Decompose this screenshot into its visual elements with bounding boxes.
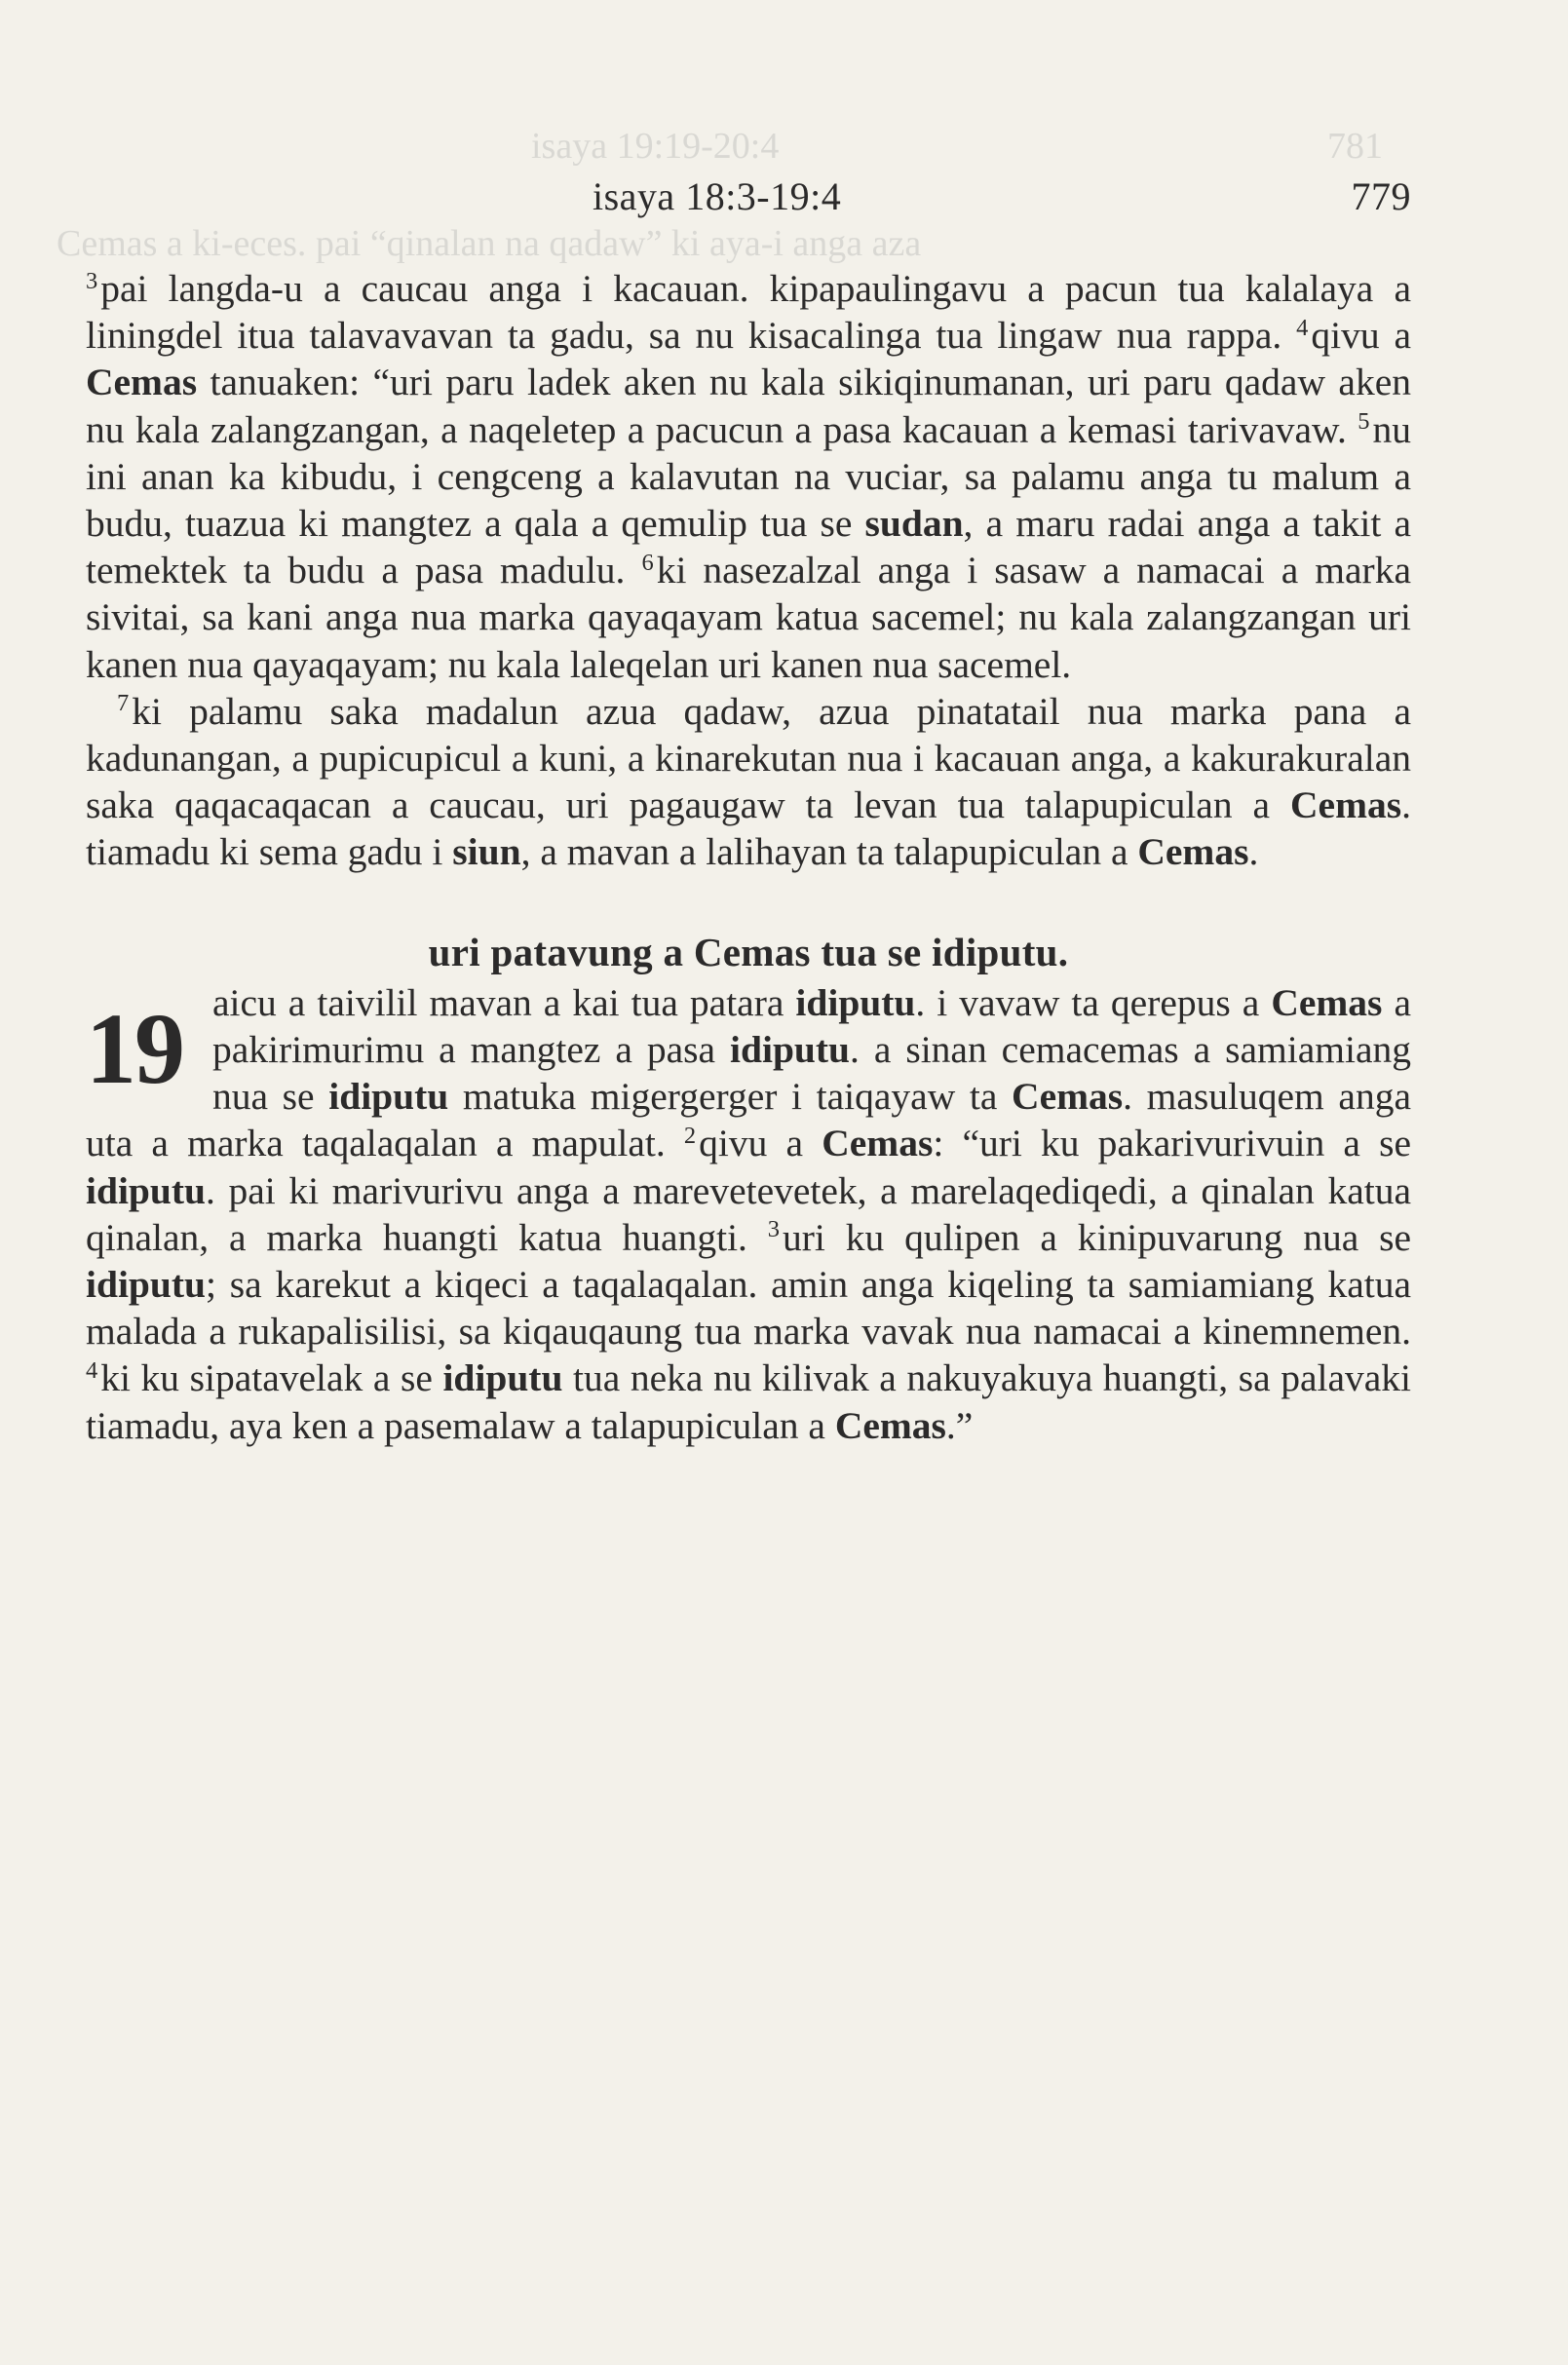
text-run-bold: siun <box>452 830 521 874</box>
ghost-header: isaya 19:19-20:4 <box>531 126 780 167</box>
text-run: . <box>1248 830 1259 874</box>
text-run: .” <box>945 1403 974 1447</box>
text-run: a pakirimurimu a mangtez a pasa <box>212 980 1411 1072</box>
ghost-line: Cemas a ki-eces. pai “qinalan na qadaw” ki aya-i anga aza <box>57 223 922 264</box>
text-run-bold: Cemas <box>1137 830 1249 874</box>
text-run: . masuluqem anga uta a marka taqalaqalan a mapulat. <box>86 1075 1411 1165</box>
text-run-bold: Cemas <box>86 361 198 404</box>
verse-number: 3 <box>767 1216 781 1243</box>
text-run: matuka migergerger i taiqayaw ta <box>448 1075 1013 1119</box>
verse-number: 4 <box>1296 314 1309 341</box>
text-run-bold: idiputu <box>730 1028 851 1072</box>
text-run-bold: sudan <box>864 502 964 546</box>
text-run-bold: Cemas <box>1290 783 1402 827</box>
text-run: tua neka nu kilivak a nakuyakuya huangti, sa palavaki tiamadu, aya ken a pasemalaw a talapupiculan a <box>86 1356 1411 1447</box>
text-run: , a maru radai anga a takit a temektek ta budu a pasa madulu. <box>86 502 1411 592</box>
text-run: uri ku qulipen a kinipuvarung nua se <box>783 1215 1411 1259</box>
page-body <box>86 265 1411 1449</box>
section-heading: uri patavung a Cemas tua se idiputu. <box>428 929 1069 974</box>
text-run: qivu a <box>1311 314 1411 358</box>
text-run-bold: Cemas <box>822 1122 934 1165</box>
text-run: ; sa karekut a kiqeci a taqalaqalan. amin anga kiqeling ta samiamiang katua malada a rukapalisilisi, sa kiqauqaung tua marka vavak nua namacai a kinemnemen. <box>86 1263 1411 1354</box>
text-run-bold: idiputu <box>86 1263 206 1307</box>
text-run-bold: idiputu <box>795 980 916 1024</box>
text-run: pai langda-u a caucau anga i kacauan. kipapaulingavu a pacun tua kalalaya a liningdel itua talavavavan ta gadu, sa nu kisacalinga tua lingaw nua rappa. <box>86 267 1411 358</box>
text-run: i vavaw ta qerepus a <box>925 980 1272 1024</box>
text-run-bold: Cemas <box>834 1403 946 1447</box>
text-run-bold: idiputu <box>328 1075 449 1119</box>
verse-number: 2 <box>683 1122 697 1149</box>
chapter-number: 19 <box>86 992 183 1105</box>
verse-number: 5 <box>1358 408 1370 436</box>
text-run: . pai ki marivurivu anga a marevetevetek, a marelaqediqedi, a qinalan katua qinalan, a marka huangti katua huangti. <box>86 1168 1411 1259</box>
text-run: qivu a <box>699 1122 822 1165</box>
text-run: , a mavan a lalihayan ta talapupiculan a <box>520 830 1138 874</box>
text-run: aicu a taivilil mavan a kai tua patara <box>212 980 796 1024</box>
text-run-bold: idiputu <box>442 1356 563 1400</box>
paragraph-19-1 <box>86 979 1411 1449</box>
verse-number: 6 <box>641 549 654 576</box>
running-header-title: isaya 18:3-19:4 <box>593 174 842 218</box>
text-run: ki ku sipatavelak a se <box>100 1356 443 1400</box>
text-run-bold: idiputu <box>86 1168 206 1212</box>
text-run: ki palamu saka madalun azua qadaw, azua pinatatail nua marka pana a kadunangan, a pupicupicul a kuni, a kinarekutan nua i kacauan anga, a kakurakuralan saka qaqacaqacan a caucau, uri pagaugaw ta levan tua talapupiculan a <box>86 689 1411 827</box>
paragraph-18-7 <box>86 688 1411 876</box>
verse-number: 4 <box>86 1357 98 1384</box>
text-run: . <box>915 980 926 1024</box>
verse-number: 3 <box>86 267 98 294</box>
text-run: nu ini anan ka kibudu, i cengceng a kalavutan na vuciar, sa palamu anga tu malum a budu, tuazua ki mangtez a qala a qemulip tua se <box>86 407 1411 546</box>
page-number: 779 <box>1351 174 1411 218</box>
text-run: tanuaken: “uri paru ladek aken nu kala sikiqinumanan, uri paru qadaw aken nu kala zalangzangan, a naqeletep a pacucun a pasa kacauan a kemasi tarivavaw. <box>86 361 1411 451</box>
running-header <box>86 173 1411 220</box>
text-run-bold: Cemas <box>1012 1075 1124 1119</box>
paragraph-18-3 <box>86 265 1411 688</box>
ghost-page: 781 <box>1327 126 1383 167</box>
text-run: ki nasezalzal anga i sasaw a namacai a marka sivitai, sa kani anga nua marka qayaqayam katua sacemel; nu kala zalangzangan uri kanen nua qayaqayam; nu kala laleqelan uri kanen nua sacemel. <box>86 549 1411 686</box>
text-run: : “uri ku pakarivurivuin a se <box>933 1122 1411 1165</box>
text-run-bold: Cemas <box>1271 980 1383 1024</box>
verse-number: 7 <box>117 690 130 717</box>
text-run: . a sinan cemacemas a samiamiang nua se <box>212 1028 1411 1119</box>
text-run: . tiamadu ki sema gadu i <box>86 783 1411 874</box>
